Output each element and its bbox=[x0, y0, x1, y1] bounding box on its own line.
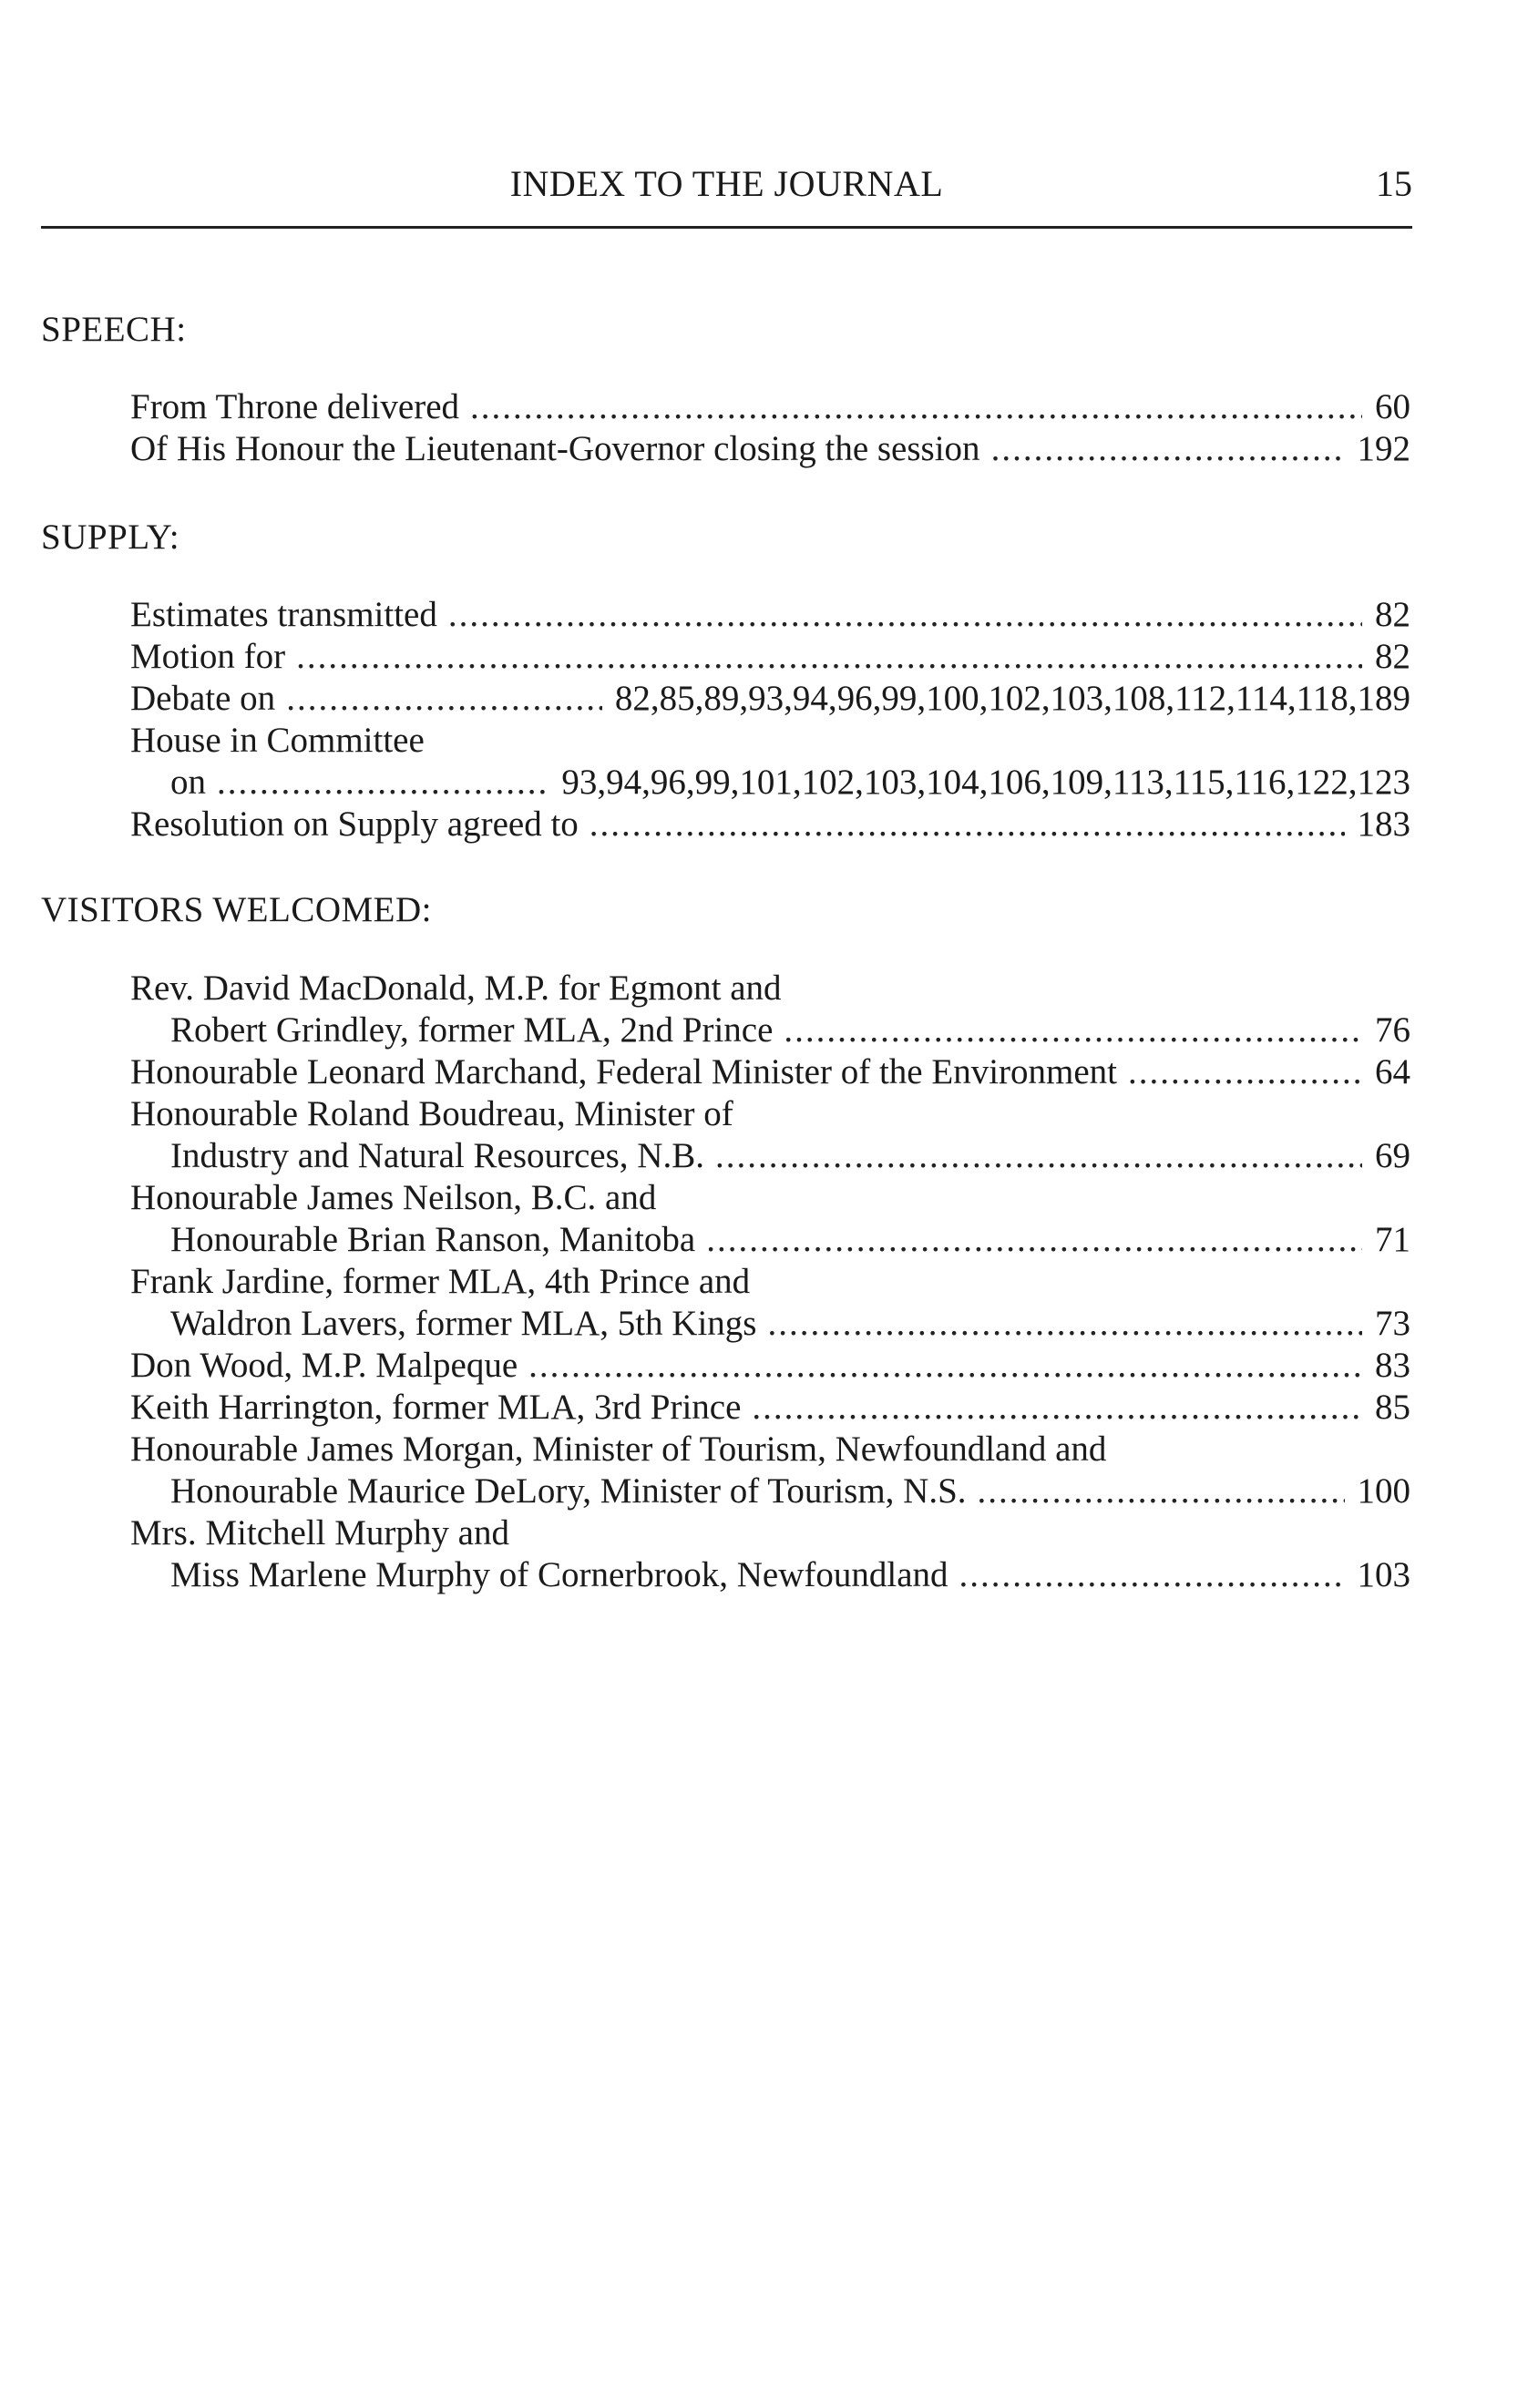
dot-leader bbox=[767, 1303, 1362, 1345]
entry-label: Don Wood, M.P. Malpeque bbox=[130, 1346, 518, 1385]
index-entry bbox=[170, 1135, 1410, 1177]
dot-leader bbox=[448, 594, 1362, 636]
entry-pages: 85 bbox=[1375, 1388, 1410, 1427]
entry-pages: 93,94,96,99,101,102,103,104,106,109,113,115,116,122,123 bbox=[561, 763, 1410, 802]
index-entry bbox=[130, 804, 1410, 845]
header-rule bbox=[41, 226, 1412, 229]
entry-continuation: Honourable Maurice DeLory, Minister of Tourism, N.S. bbox=[170, 1471, 967, 1511]
entry-continuation: Robert Grindley, former MLA, 2nd Prince bbox=[170, 1010, 774, 1050]
dot-leader bbox=[296, 636, 1362, 678]
index-entry bbox=[130, 636, 1410, 678]
page-number: 15 bbox=[1376, 163, 1412, 204]
entry-label: Debate on bbox=[130, 679, 276, 718]
dot-leader bbox=[217, 762, 549, 804]
section-heading-speech: SPEECH: bbox=[41, 310, 187, 349]
dot-leader bbox=[470, 386, 1362, 428]
entry-label: Keith Harrington, former MLA, 3rd Prince bbox=[130, 1388, 742, 1427]
page-title: INDEX TO THE JOURNAL bbox=[509, 163, 944, 204]
index-entry bbox=[130, 1345, 1410, 1387]
index-entry bbox=[130, 1051, 1410, 1093]
entry-label: House in Committee bbox=[130, 721, 425, 760]
index-entry bbox=[170, 1470, 1410, 1512]
index-entry bbox=[130, 678, 1410, 720]
entry-label: Of His Honour the Lieutenant-Governor closing the session bbox=[130, 429, 980, 468]
entry-continuation: Miss Marlene Murphy of Cornerbrook, Newfoundland bbox=[170, 1555, 948, 1594]
entry-pages: 192 bbox=[1357, 429, 1410, 468]
dot-leader bbox=[784, 1009, 1362, 1051]
dot-leader bbox=[959, 1554, 1345, 1596]
entry-pages: 100 bbox=[1357, 1471, 1410, 1511]
entry-label: Honourable James Morgan, Minister of Tourism, Newfoundland and bbox=[130, 1429, 1107, 1469]
index-entry bbox=[130, 594, 1410, 636]
entry-label: Resolution on Supply agreed to bbox=[130, 804, 579, 844]
entry-continuation: Industry and Natural Resources, N.B. bbox=[170, 1136, 704, 1175]
entry-label: Motion for bbox=[130, 637, 286, 676]
dot-leader bbox=[991, 428, 1345, 470]
section-heading-supply: SUPPLY: bbox=[41, 517, 180, 557]
index-entry bbox=[170, 762, 1410, 804]
index-entry bbox=[130, 386, 1410, 428]
dot-leader bbox=[715, 1135, 1362, 1177]
entry-continuation: Waldron Lavers, former MLA, 5th Kings bbox=[170, 1304, 757, 1343]
entry-label: From Throne delivered bbox=[130, 387, 460, 426]
entry-pages: 71 bbox=[1375, 1220, 1410, 1259]
index-entry bbox=[130, 428, 1410, 470]
entry-pages: 82 bbox=[1375, 595, 1410, 634]
entry-pages: 82 bbox=[1375, 637, 1410, 676]
entry-label: Rev. David MacDonald, M.P. for Egmont and bbox=[130, 968, 782, 1008]
dot-leader bbox=[528, 1345, 1362, 1387]
index-entry bbox=[170, 1554, 1410, 1596]
dot-leader bbox=[590, 804, 1345, 845]
dot-leader bbox=[978, 1470, 1345, 1512]
entry-continuation: on bbox=[170, 763, 206, 802]
entry-label: Honourable James Neilson, B.C. and bbox=[130, 1178, 657, 1217]
entry-label: Estimates transmitted bbox=[130, 595, 437, 634]
dot-leader bbox=[752, 1387, 1362, 1429]
dot-leader bbox=[286, 678, 602, 720]
index-entry bbox=[170, 1009, 1410, 1051]
entry-continuation: Honourable Brian Ranson, Manitoba bbox=[170, 1220, 696, 1259]
entry-pages: 76 bbox=[1375, 1010, 1410, 1050]
index-entry bbox=[170, 1303, 1410, 1345]
entry-pages: 83 bbox=[1375, 1346, 1410, 1385]
page-header bbox=[41, 160, 1412, 208]
entry-label: Frank Jardine, former MLA, 4th Prince and bbox=[130, 1262, 751, 1301]
entry-label: Honourable Roland Boudreau, Minister of bbox=[130, 1094, 733, 1133]
entry-pages: 183 bbox=[1357, 804, 1410, 844]
index-entry bbox=[130, 1387, 1410, 1429]
index-entry bbox=[170, 1219, 1410, 1261]
entry-label: Honourable Leonard Marchand, Federal Minister of the Environment bbox=[130, 1052, 1117, 1091]
dot-leader bbox=[1128, 1051, 1362, 1093]
entry-label: Mrs. Mitchell Murphy and bbox=[130, 1513, 509, 1552]
section-heading-visitors: VISITORS WELCOMED: bbox=[41, 890, 432, 929]
entry-pages: 103 bbox=[1357, 1555, 1410, 1594]
entry-pages: 82,85,89,93,94,96,99,100,102,103,108,112,114,118,189 bbox=[614, 679, 1410, 718]
entry-pages: 64 bbox=[1375, 1052, 1410, 1091]
entry-pages: 60 bbox=[1375, 387, 1410, 426]
entry-pages: 73 bbox=[1375, 1304, 1410, 1343]
entry-pages: 69 bbox=[1375, 1136, 1410, 1175]
dot-leader bbox=[706, 1219, 1362, 1261]
